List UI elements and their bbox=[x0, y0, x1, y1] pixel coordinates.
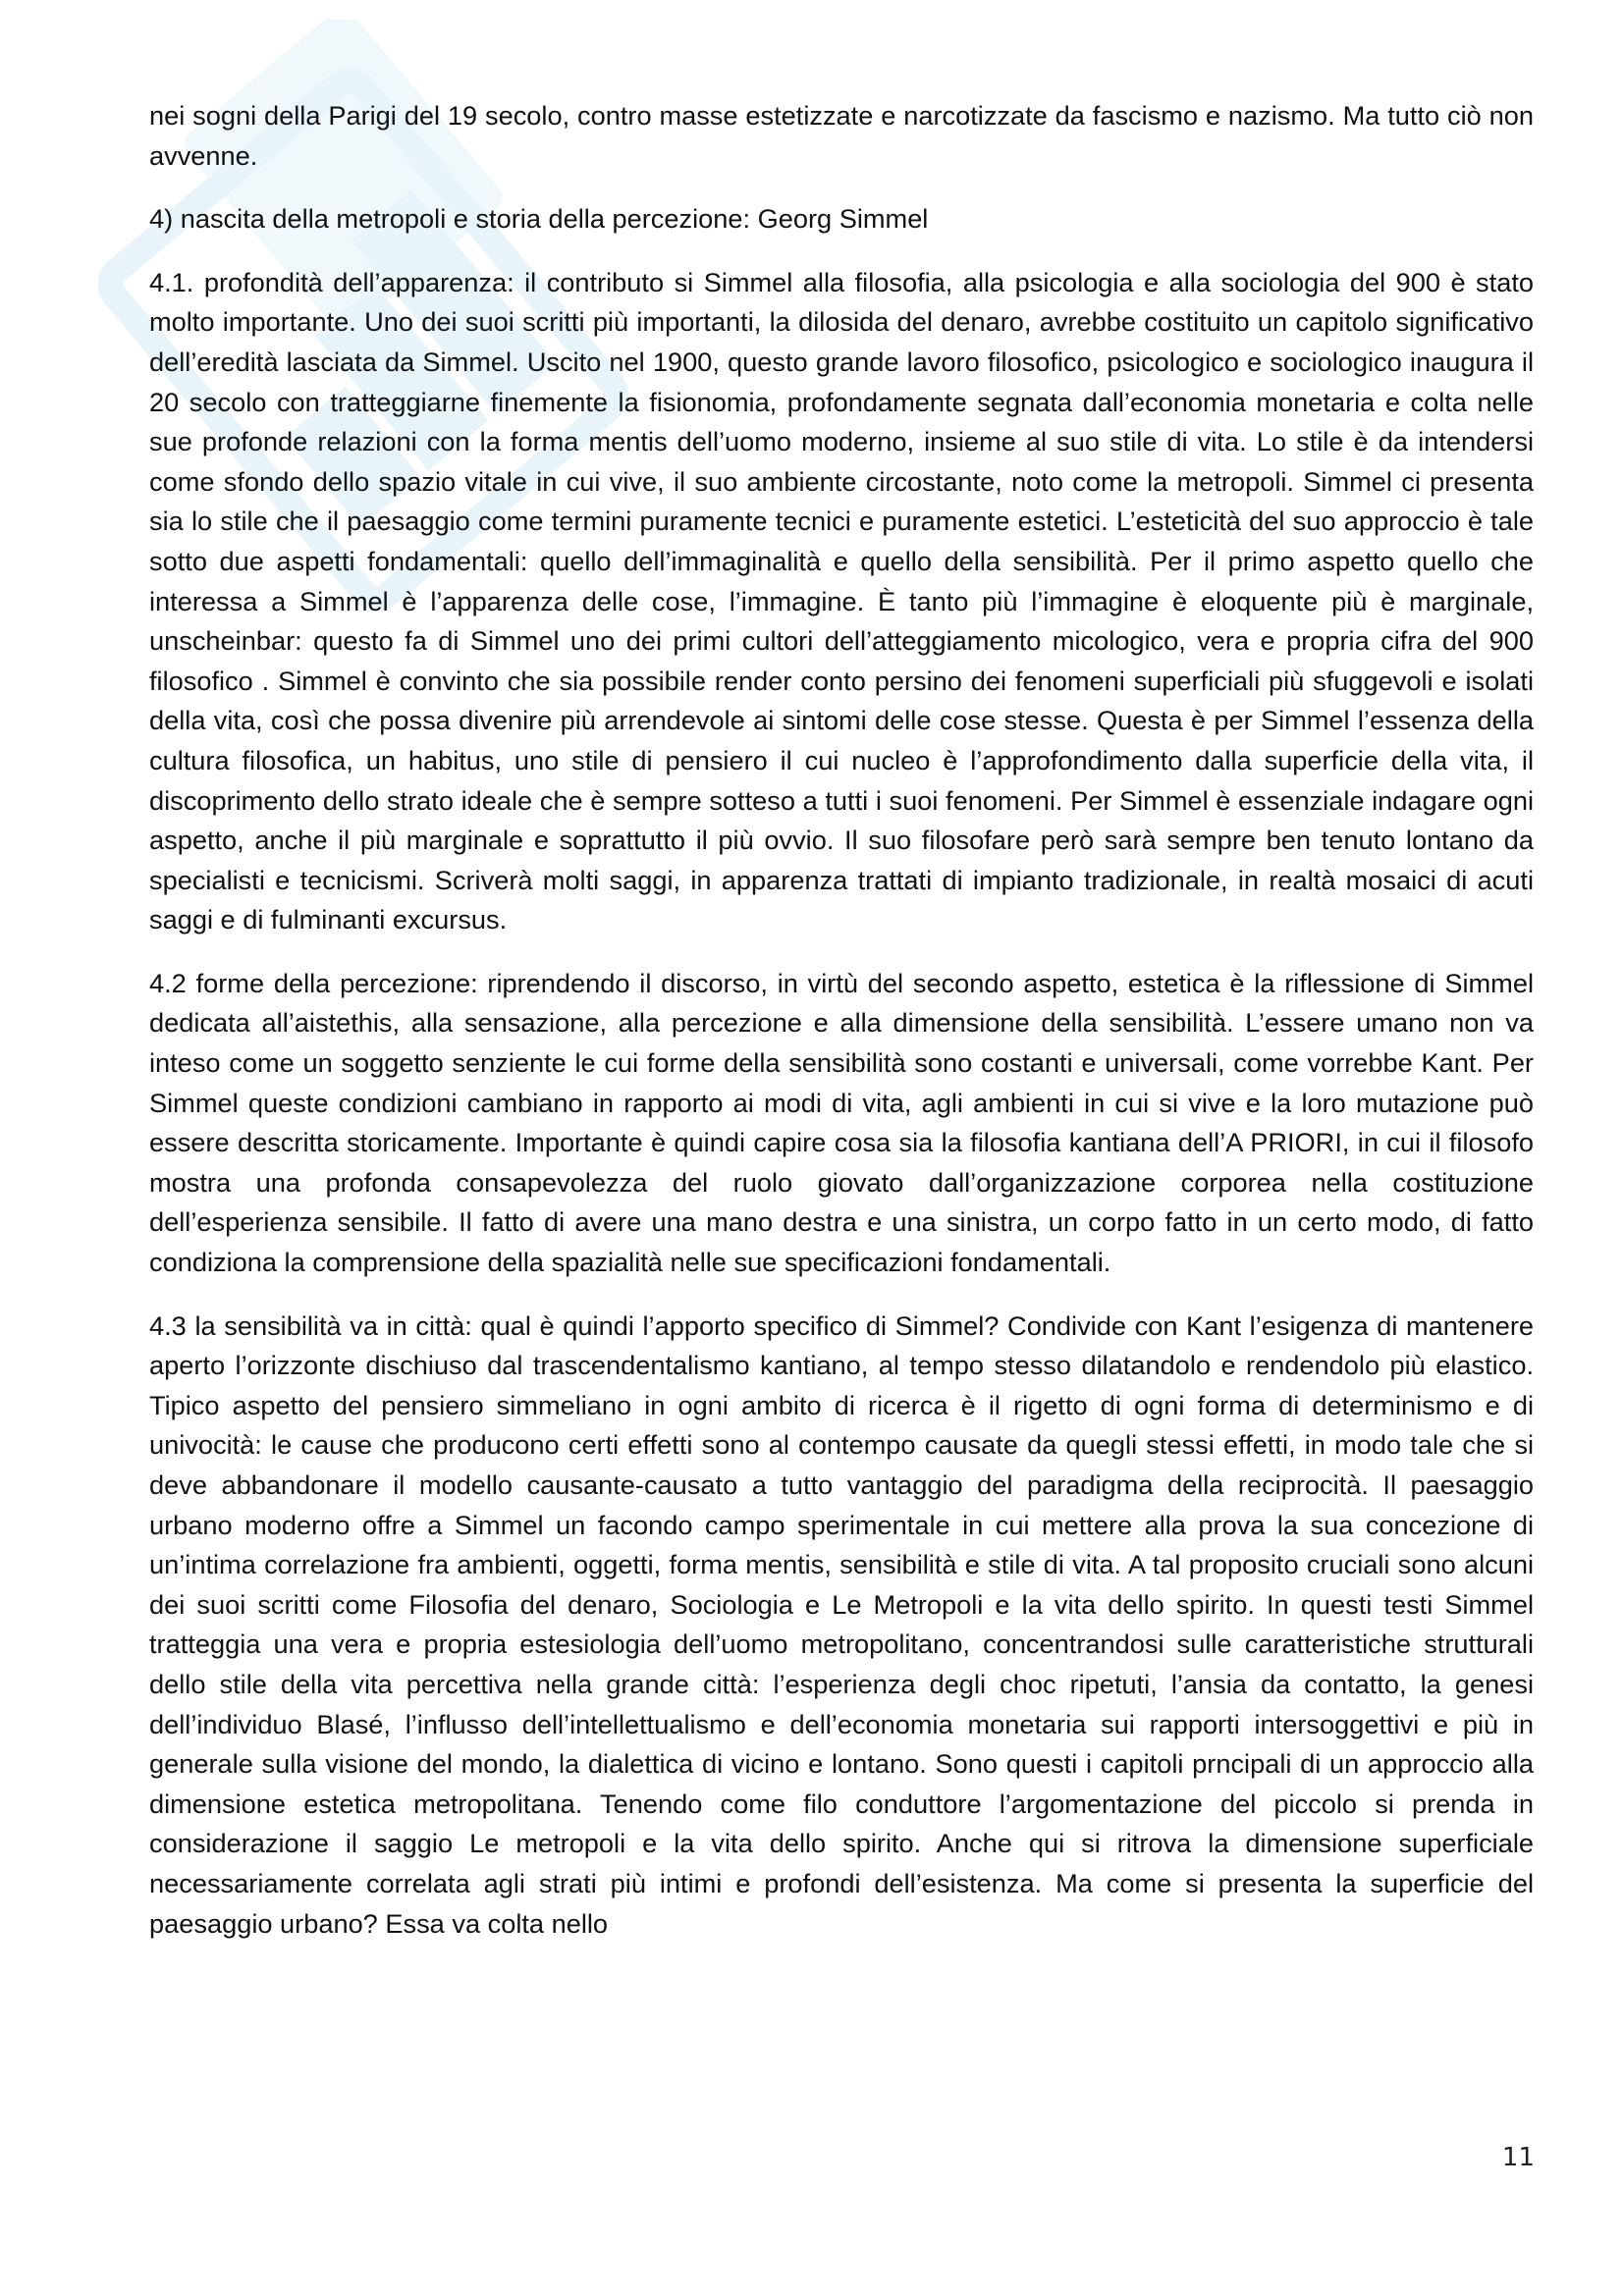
paragraph-intro-continuation: nei sogni della Parigi del 19 secolo, contro masse estetizzate e narcotizzate da fascismo e nazismo. Ma tutto ciò non avvenne. bbox=[149, 100, 1534, 171]
paragraph-4-1: 4.1. profondità dell’apparenza: il contributo si Simmel alla filosofia, alla psicologia e alla sociologia del 900 è stato molto importante. Uno dei suoi scritti più importanti, la dilosida del denaro, avrebbe costituito un capitolo significativo dell’eredità lasciata da Simmel. Uscito nel 1900, questo grande lavoro filosofico, psicologico e sociologico inaugura il 20 secolo con tratteggiarne finemente la fisionomia, profondamente segnata dall’economia monetaria e colta nelle sue profonde relazioni con la forma mentis dell’uomo moderno, insieme al suo stile di vita. Lo stile è da intendersi come sfondo dello spazio vitale in cui vive, il suo ambiente circostante, noto come la metropoli. Simmel ci presenta sia lo stile che il paesaggio come termini puramente tecnici e puramente estetici. L’esteticità del suo approccio è tale sotto due aspetti fondamentali: quello dell’immaginalità e quello della sensibilità. Per il primo aspetto quello che interessa a Simmel è l’apparenza delle cose, l’immagine. È tanto più l’immagine è eloquente più è marginale, unscheinbar: questo fa di Simmel uno dei primi cultori dell’atteggiamento micologico, vera e propria cifra del 900 filosofico . Simmel è convinto che sia possibile render conto persino dei fenomeni superficiali più sfuggevoli e isolati della vita, così che possa divenire più arrendevole ai sintomi delle cose stesse. Questa è per Simmel l’essenza della cultura filosofica, un habitus, uno stile di pensiero il cui nucleo è l’approfondimento dalla superficie della vita, il discoprimento dello strato ideale che è sempre sotteso a tutti i suoi fenomeni. Per Simmel è essenziale indagare ogni aspetto, anche il più marginale e soprattutto il più ovvio. Il suo filosofare però sarà sempre ben tenuto lontano da specialisti e tecnicismi. Scriverà molti saggi, in apparenza trattati di impianto tradizionale, in realtà mosaici di acuti saggi e di fulminanti excursus. bbox=[149, 266, 1534, 935]
page-number: 11 bbox=[1501, 2143, 1535, 2172]
paragraph-4-3: 4.3 la sensibilità va in città: qual è quindi l’apporto specifico di Simmel? Condivide con Kant l’esigenza di mantenere aperto l’orizzonte dischiuso dal trascendentalismo kantiano, al tempo stesso dilatandolo e rendendolo più elastico. Tipico aspetto del pensiero simmeliano in ogni ambito di ricerca è il rigetto di ogni forma di determinismo e di univocità: le cause che producono certi effetti sono al contempo causate da quegli stessi effetti, in modo tale che si deve abbandonare il modello causante-causato a tutto vantaggio del paradigma della reciprocità. Il paesaggio urbano moderno offre a Simmel un facondo campo sperimentale in cui mettere alla prova la sua concezione di un’intima correlazione fra ambienti, oggetti, forma mentis, sensibilità e stile di vita. A tal proposito cruciali sono alcuni dei suoi scritti come Filosofia del denaro, Sociologia e Le Metropoli e la vita dello spirito. In questi testi Simmel tratteggia una vera e propria estesiologia dell’uomo metropolitano, concentrandosi sulle caratteristiche strutturali dello stile della vita percettiva nella grande città: l’esperienza degli choc ripetuti, l’ansia da contatto, la genesi dell’individuo Blasé, l’influsso dell’intellettualismo e dell’economia monetaria sui rapporti intersoggettivi e più in generale sulla visione del mondo, la dialettica di vicino e lontano. Sono questi i capitoli prncipali di un approccio alla dimensione estetica metropolitana. Tenendo come filo conduttore l’argomentazione del piccolo si prenda in considerazione il saggio Le metropoli e la vita dello spirito. Anche qui si ritrova la dimensione superficiale necessariamente correlata agli strati più intimi e profondi dell’esistenza. Ma come si presenta la superficie del paesaggio urbano? Essa va colta nello bbox=[149, 1309, 1534, 1939]
document-body bbox=[149, 96, 1534, 1967]
section-heading-4: 4) nascita della metropoli e storia della percezione: Georg Simmel bbox=[149, 203, 929, 235]
paragraph-4-2: 4.2 forme della percezione: riprendendo il discorso, in virtù del secondo aspetto, estetica è la riflessione di Simmel dedicata all’aistethis, alla sensazione, alla percezione e alla dimensione della sensibilità. L’essere umano non va inteso come un soggetto senziente le cui forme della sensibilità sono costanti e universali, come vorrebbe Kant. Per Simmel queste condizioni cambiano in rapporto ai modi di vita, agli ambienti in cui si vive e la loro mutazione può essere descritta storicamente. Importante è quindi capire cosa sia la filosofia kantiana dell’A PRIORI, in cui il filosofo mostra una profonda consapevolezza del ruolo giovato dall’organizzazione corporea nella costituzione dell’esperienza sensibile. Il fatto di avere una mano destra e una sinistra, un corpo fatto in un certo modo, di fatto condiziona la comprensione della spazialità nelle sue specificazioni fondamentali. bbox=[149, 967, 1534, 1278]
